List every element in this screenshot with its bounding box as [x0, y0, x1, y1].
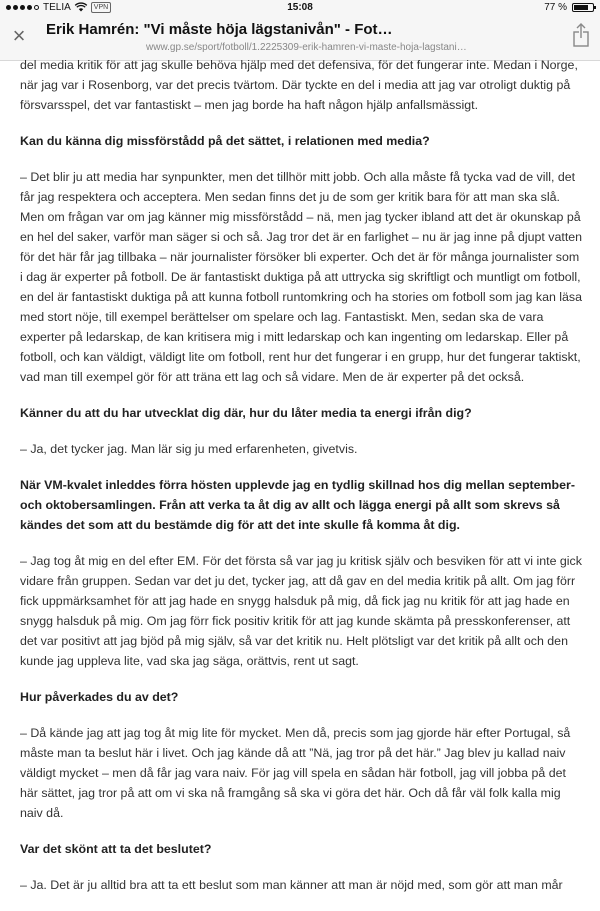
- carrier-name: TELIA: [43, 2, 71, 13]
- article-body: [20, 55, 585, 911]
- interview-answer: – Ja. Det är ju alltid bra att ta ett beslut som man känner att man är nöjd med, som gör att man mår: [20, 878, 563, 892]
- interview-answer: del media kritik för att jag skulle behöva hjälp med det defensiva, för det fungerar inte. Medan i Norge, när jag var i Rosenborg, var det precis tvärtom. Där tyckte en del i media att jag var otroligt duktig på försvarsspel, det var fantastiskt – men jag borde ha haft någon hjälp anfallsmässigt.: [20, 58, 578, 112]
- share-button[interactable]: [570, 22, 592, 48]
- vpn-badge: VPN: [91, 2, 111, 13]
- interview-question: Kan du känna dig missförstådd på det sättet, i relationen med media?: [20, 134, 430, 148]
- page-title: Erik Hamrén: "Vi måste höja lägstanivån" - Fot…: [46, 21, 393, 38]
- close-button[interactable]: [8, 25, 30, 47]
- status-bar: [0, 0, 600, 16]
- interview-answer: – Ja, det tycker jag. Man lär sig ju med erfarenheten, givetvis.: [20, 442, 358, 456]
- interview-question: Hur påverkades du av det?: [20, 690, 179, 704]
- article-content[interactable]: [0, 58, 600, 892]
- interview-answer: – Då kände jag att jag tog åt mig lite för mycket. Men då, precis som jag gjorde här efter Portugal, så måste man ta beslut här i livet. Och jag kände då att ”Nä, jag tror på det här.” Jag blev ju kallad naiv väldigt mycket – men då får jag vara naiv. För jag vill spela en sådan här fotboll, jag vill jobba på det här sättet, jag tror på att om vi ska nå framgång så ska vi göra det här. Och då får väl folk kalla mig naiv då.: [20, 726, 571, 820]
- close-icon: ×: [12, 23, 26, 48]
- battery-fill: [574, 5, 588, 10]
- status-time: 15:08: [287, 2, 313, 13]
- battery-percentage: 77 %: [544, 2, 567, 13]
- page-url: www.gp.se/sport/fotboll/1.2225309-erik-hamren-vi-maste-hoja-lagstani…: [146, 42, 467, 53]
- interview-question: När VM-kvalet inleddes förra hösten upplevde jag en tydlig skillnad hos dig mellan september- och oktobersamlingen. Från att verka ta åt dig av allt och lägga energi på allt som skrevs så kändes det som att du bestämde dig för att det inte skulle få komma åt dig.: [20, 478, 575, 532]
- interview-question: Var det skönt att ta det beslutet?: [20, 842, 212, 856]
- share-icon: [570, 22, 592, 48]
- battery-icon: [572, 3, 594, 12]
- interview-question: Känner du att du har utvecklat dig där, hur du låter media ta energi ifrån dig?: [20, 406, 472, 420]
- interview-answer: – Jag tog åt mig en del efter EM. För det första så var jag ju kritisk själv och besviken för att vi inte gick vidare från gruppen. Sedan var det ju det, tycker jag, att då gav en del media kritik på allt. Om jag förr fick uppmärksamhet för att jag hade en snygg halsduk på mig, då fick jag nu kritik för att jag hade en snygg halsduk på mig. Om jag förr fick positiv kritik för att jag kunde skämta på presskonferenser, att det var positivt att jag bjöd på mig själv, så var det kritik nu. Helt plötsligt var det kritik på allt och den kunde jag uppleva lite, vad ska jag säga, orättvis, rent ut sagt.: [20, 554, 582, 668]
- interview-answer: – Det blir ju att media har synpunkter, men det tillhör mitt jobb. Och alla måste få tycka vad de vill, det får jag respektera och acceptera. Men sedan finns det ju de som ger kritik bara för att man ska slå. Men om frågan var om jag känner mig missförstådd – nä, men jag tycker ibland att det är okunskap på en hel del saker, varför man säger si och så. Jag tror det är en farlighet – nu är jag inne på djupt vatten för det här får jag tillbaka – när journalister försöker bli experter. Och det är för många journalister som i dag är experter på fotboll. De är fantastiskt duktiga på att uttrycka sig skriftligt och muntligt om fotboll, en del är fantastiskt duktiga på att kunna fotboll runtomkring och ha stories om fotboll som jag kan läsa med stort nöje, till exempel berättelser om spelare och lag. Fantastiskt. Men, sedan ska de vara experter på ledarskap, de kan kritisera mig i mitt ledarskap och kan ingenting om ledarskap. Eller på fotboll, och kan väldigt, väldigt lite om fotboll, rent hur det fungerar i en grupp, hur det fungerar taktiskt, vad man till exempel gör för att träna ett lag och så vidare. Men de är experter på det också.: [20, 170, 583, 384]
- status-right: [544, 2, 594, 13]
